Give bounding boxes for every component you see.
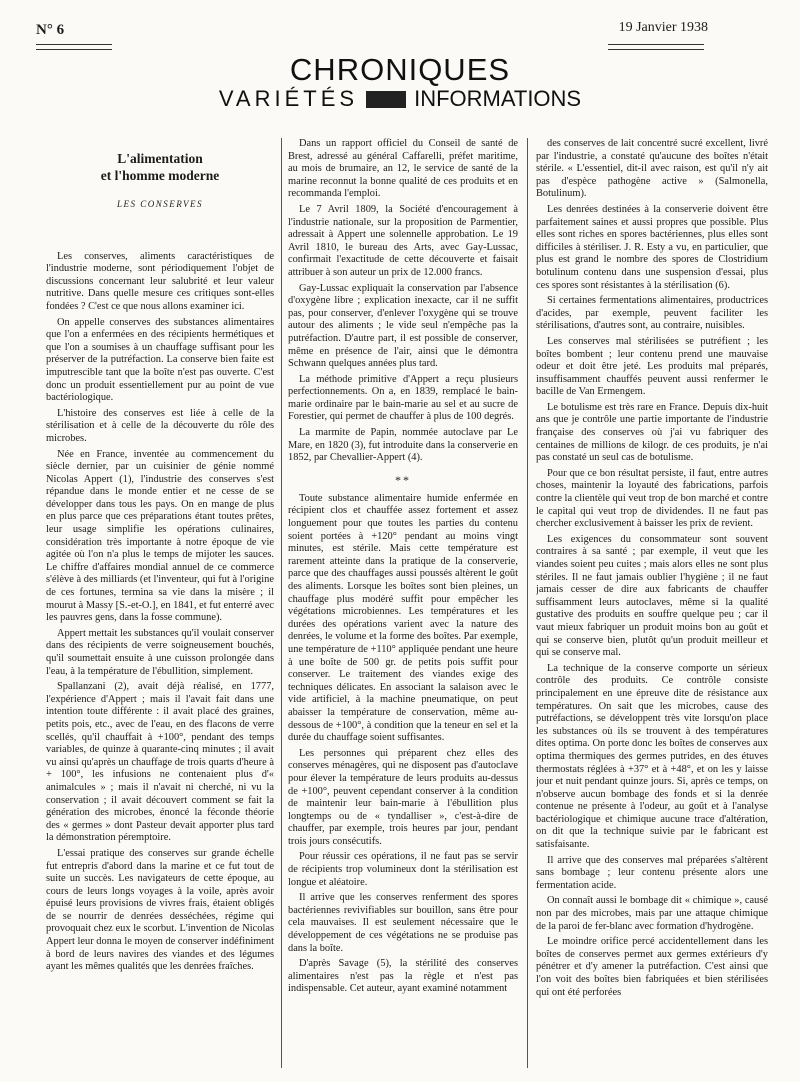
paragraph: Née en France, inventée au commencement du siècle dernier, par un cuisinier de génie nommé Nicolas Appert (1), l'industrie des conserves s'est répandue dans le monde entier et ne cesse de se développer dans tous les pays. On en mange de plus en plus parce que ces préparations étant toutes prêtes, leur usage simplifie les opérations culinaires, considération très importante à notre époque de vie agitée où l'on n'a plus le temps de mijoter les sauces. Le chiffre d'affaires mondial annuel de ce commerce s'élève à des milliards (et l'inventeur, qui fut à l'origine de ces fortunes, termina sa vie dans la misère ; il mourut à Massy [S.-et-O.], en 1841, et fut enterré avec les pauvres gens, dans la fosse commune). [46, 448, 274, 624]
paragraph: Le moindre orifice percé accidentellement dans les boîtes de conserves permet aux germes extérieurs d'y pénétrer et d'y amener la putréfaction. C'est ainsi que l'on voit des boîtes bien fabriquées et bien stérilisées qui ont été perforées [536, 936, 768, 998]
masthead-informations: INFORMATIONS [414, 86, 582, 111]
paragraph: Si certaines fermentations alimentaires, productrices d'acides, par exemple, peuvent faciliter les stérilisations, d'autres sont, au contraire, nuisibles. [536, 295, 768, 332]
paragraph: La marmite de Papin, nommée autoclave par Le Mare, en 1820 (3), fut introduite dans la conserverie en 1852, par Chevallier-Appert (4). [288, 427, 518, 464]
paragraph: On appelle conserves des substances alimentaires que l'on a enfermées en des récipients hermétiques et que l'on a soumises à un chauffage suffisant pour les préserver de la putréfaction. La conserve bien faite est imputrescible tant que la boîte n'est pas ouverte. C'est donc un produit essentiellement pur au point de vue bactériologique. [46, 316, 274, 404]
section-separator: ** [395, 472, 411, 487]
column-1-body [46, 251, 274, 974]
masthead-varietes: VARIÉTÉS [218, 86, 359, 111]
paragraph: Pour que ce bon résultat persiste, il faut, entre autres choses, maintenir la loyauté des fabrications, parfois contre la clientèle qui veut trop de bon marché et contre le capital qui veut trop de dividendes. Il ne faut pas chercher exclusivement à baisser les prix de revient. [536, 467, 768, 530]
rule-right [608, 44, 704, 50]
paragraph: Le botulisme est très rare en France. Depuis dix-huit ans que je contrôle une partie importante de l'industrie française des conserves où j'ai vu fabriquer des centaines de millions de kilogr. de ces produits, je n'ai pas constaté un seul cas de botulisme. [536, 401, 768, 464]
column-1 [46, 138, 274, 1073]
paragraph: Il arrive que les conserves renferment des spores bactériennes revivifiables sur bouillon, sans être pour cela mauvaises. Il est seulement nécessaire que le développement de ces végétations ne se produise pas dans la boîte. [288, 892, 518, 954]
paragraph: Les conserves, aliments caractéristiques de l'industrie moderne, sont périodiquement l'objet de discussions concernant leur salubrité et leur valeur nutritive. Dans quelle mesure ces critiques sont-elles fondées ? C'est ce que nous allons examiner ici. [46, 250, 274, 312]
column-3 [536, 138, 768, 1073]
column-3-body [536, 138, 768, 999]
paragraph: L'histoire des conserves est liée à celle de la stérilisation et à celle de la découverte du rôle des microbes. [46, 407, 274, 444]
masthead-title: CHRONIQUES [289, 52, 511, 87]
paragraph: Les exigences du consommateur sont souvent contraires à sa santé ; par exemple, il veut que les viandes soient peu cuites ; mais alors elles ne sont plus stériles. Il ne faut jamais oublier l'hygiène ; il ne faut jamais cesser de dire aux fabricants de chauffer suffisamment leurs autoclaves, même si la qualité gustative des produits en souffre quelque peu ; car il vaut mieux fabriquer un produit moins bon au goût et qui se conserve bien, plutôt qu'un produit meilleur et qui se conserve mal. [536, 533, 768, 659]
issue-date: 19 Janvier 1938 [618, 20, 708, 35]
paragraph: Les conserves mal stérilisées se putréfient ; les boîtes bombent ; leur contenu prend une mauvaise odeur et doit être jeté. Les produits mal préparés, insuffisamment chauffés peuvent aussi renfermer le bacille de Van Ermengem. [536, 335, 768, 398]
masthead-logo-icon [366, 91, 406, 108]
column-2-body-top [288, 138, 518, 465]
paragraph: Il arrive que des conserves mal préparées s'altèrent sans bombage ; leur contenu présente alors une fermentation acide. [536, 854, 768, 891]
paragraph: Les personnes qui préparent chez elles des conserves ménagères, qui ne disposent pas d'autoclave pour élever la température de leurs produits au-dessus de +100°, peuvent cependant conserver à la condition de maintenir leur bain-marie à l'ébullition plus longtemps ou de « tyndalliser », c'est-à-dire de chauffer, par exemple, trois heures par jour, pendant trois jours consécutifs. [288, 747, 518, 847]
paragraph: Pour réussir ces opérations, il ne faut pas se servir de récipients trop volumineux dont la stérilisation est longue et aléatoire. [288, 851, 518, 888]
paragraph: La technique de la conserve comporte un sérieux contrôle des produits. Ce contrôle consiste principalement en une épreuve dite de résistance aux températures. On sait que les microbes, cause des putréfactions, se développent très vite lorsqu'on place les substances où ils se trouvent à des températures dites optima. On porte donc les boîtes de conserves aux optima thermiques des germes putrides, en des étuves thermostats réglées à +37° et à +48°, et on les y laisse jour et nuit pendant quinze jours. Si, après ce temps, on n'observe aucun bombage des fonds et si la denrée contenue ne présente à l'odeur, au goût et à l'analyse bactériologique et chimique aucune trace d'altération, on dit que la technique suivie par le fabricant est satisfaisante. [536, 662, 768, 851]
issue-number: N° 6 [36, 22, 65, 38]
article-subtitle: LES CONSERVES [116, 199, 204, 209]
article-title-line1: L'alimentation [117, 151, 203, 166]
paragraph: des conserves de lait concentré sucré excellent, livré par l'industrie, a constaté qu'aucune des boîtes n'était stérile. « L'essentiel, dit-il avec raison, est qu'il n'y ait pas d'espèce pathogène active » (Salmonella, Botulinum). [536, 138, 768, 200]
paragraph: Appert mettait les substances qu'il voulait conserver dans des récipients de verre soigneusement bouchés, qu'il soumettait ensuite à une cuisson prolongée dans l'eau, à la température de l'ébullition, simplement. [46, 627, 274, 677]
paragraph: Toute substance alimentaire humide enfermée en récipient clos et chauffée assez fortement et assez longuement pour que toutes les parties du contenu soient portées à +120° pendant au moins vingt minutes, est stérile. Mais cette température est rarement atteinte dans la pratique de la conserverie, parce que des chauffages aussi poussés altèrent le goût des aliments. Lorsque les boîtes sont bien pleines, un chauffage plus modéré suffit pour empêcher les végétations microbiennes. Les températures et les durées des opérations varient avec la nature des denrées, le volume et la forme des boîtes. Par exemple, une température de +110° appliquée pendant une heure à une boîte de 500 gr. de petits pois suffit pour conserver. Le traitement des viandes exige des techniques délicates. En associant la salaison avec le vide artificiel, à la machine pneumatique, on peut abaisser la température de conservation, même au-dessous de +100°, à condition que la teneur en sel et la durée du chauffage soient suffisantes. [288, 492, 518, 744]
article-title-line2: et l'homme moderne [100, 168, 220, 183]
paragraph: On connaît aussi le bombage dit « chimique », causé non par des microbes, mais par une attaque chimique de la paroi de fer-blanc avec formation d'hydrogène. [536, 895, 768, 932]
column-2 [288, 138, 518, 1073]
article-title [46, 150, 274, 184]
paragraph: Le 7 Avril 1809, la Société d'encouragement à l'industrie nationale, sur la proposition de Parmentier, adressait à Appert une solennelle approbation. Le 19 Avril 1810, le bureau des Arts, avec Gay-Lussac, confirmait l'exactitude de cette découverte et faisait attribuer à son auteur un prix de 12.000 francs. [288, 203, 518, 278]
rule-left [36, 44, 112, 50]
masthead-subtitle [0, 86, 800, 112]
paragraph: Dans un rapport officiel du Conseil de santé de Brest, adressé au général Caffarelli, préfet maritime, au mois de brumaire, an 12, le service de santé de la marine reconnut la bonne qualité de ces produits et en recommanda l'emploi. [288, 138, 518, 200]
column-divider-1 [281, 138, 282, 1068]
column-divider-2 [527, 138, 528, 1068]
paragraph: Gay-Lussac expliquait la conservation par l'absence d'oxygène libre ; explication inexacte, car il ne suffit pas, pour conserver, d'enlever l'oxygène qui se trouve autour des aliments ; le vide seul n'empêche pas la putréfaction. D'autre part, il est possible de conserver, même en présence de l'air, ainsi que le démontra Schwann quelques années plus tard. [288, 282, 518, 370]
paragraph: La méthode primitive d'Appert a reçu plusieurs perfectionnements. On a, en 1839, remplacé le bain-marie ordinaire par le bain-marie au sel et au sucre de Forestier, qui permet de chauffer à plus de 100 degrés. [288, 373, 518, 423]
paragraph: Spallanzani (2), avait déjà réalisé, en 1777, l'expérience d'Appert ; mais il l'avait fait dans une intention toute différente : il avait placé des graines, petits pois, etc., avec de l'eau, en des flacons de verre scellés, qu'il chauffait à +100°, pendant des temps variables, de quinze à quarante-cinq minutes ; il avait vu ainsi qu'après un chauffage de trois quarts d'heure à + 100°, les infusions ne contenaient plus d'« animalcules » ; mais il n'avait ni cherché, ni vu la conservation ; il avait découvert comment se fait la génération des microbes, énoncé la féconde théorie des « germes » dont Pasteur devait apporter plus tard la démonstration péremptoire. [46, 681, 274, 844]
paragraph: D'après Savage (5), la stérilité des conserves alimentaires n'est pas la règle et n'est pas indispensable. Cet auteur, ayant examiné notamment [288, 958, 518, 995]
paragraph: L'essai pratique des conserves sur grande échelle fut entrepris d'abord dans la marine et ce fut tout de suite un succès. Les navigateurs de cette époque, au cours de leurs longs voyages à la voile, après avoir épuisé leurs provisions de vivres frais, étaient obligés de se nourrir de denrées desséchées, régime qui provoquait chez eux le scorbut. L'invention de Nicolas Appert leur donna le moyen de conserver indéfiniment à bord de leurs navires des viandes et des légumes ayant les mêmes qualités que les denrées fraîches. [46, 847, 274, 973]
column-2-body-bottom [288, 493, 518, 996]
paragraph: Les denrées destinées à la conserverie doivent être parfaitement saines et aussi propres que possible. Plus elles sont riches en spores bactériennes, plus elles sont difficiles à stériliser. J. R. Esty a vu, en particulier, que plus est grand le nombre des spores de Clostridium botulinum contenu dans une suspension d'essai, plus ces spores sont résistantes à la stérilisation (6). [536, 203, 768, 291]
